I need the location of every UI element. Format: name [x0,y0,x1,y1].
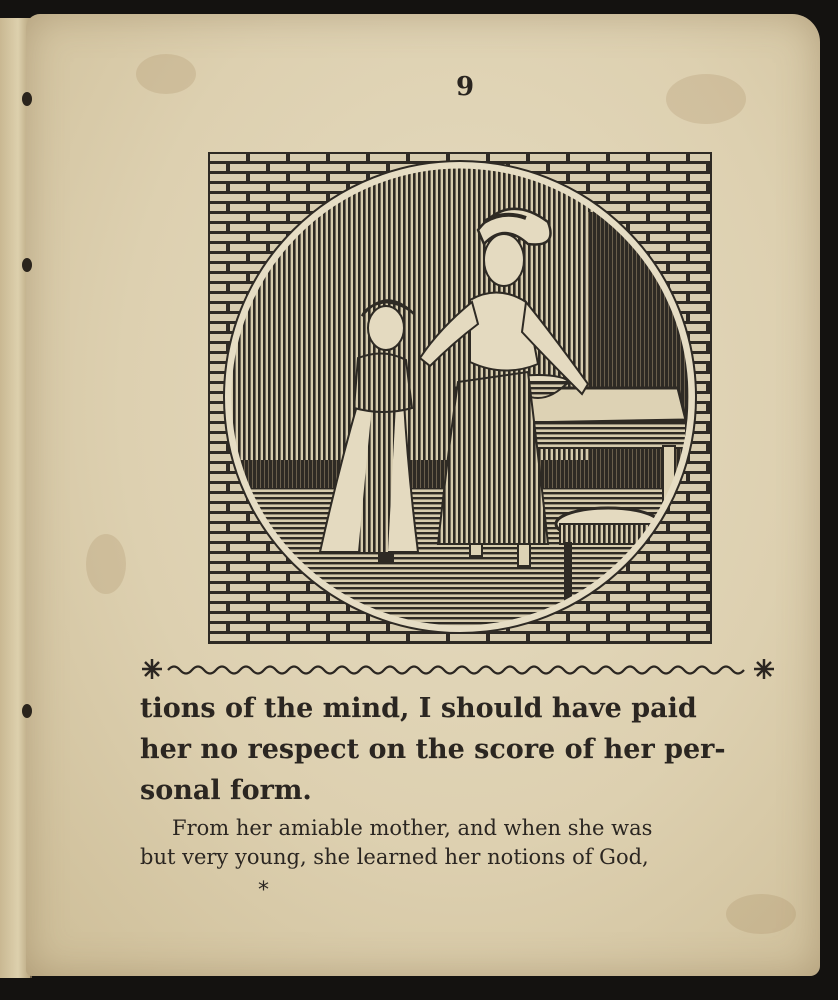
paper-stain [726,894,796,934]
text-line: sonal form. [140,775,312,806]
star-ornament-left [142,659,162,679]
paragraph-continued [140,688,780,811]
page-number: 9 [455,72,475,102]
star-ornament-right [754,659,774,679]
wavy-line [168,667,744,674]
paper-stain [666,74,746,124]
signature-mark: * [258,878,269,903]
paper-stain [136,54,196,94]
binding-hole [22,92,32,106]
paragraph-new [140,814,780,872]
binding-hole [22,258,32,272]
text-line: From her amiable mother, and when she was [172,816,653,840]
woodcut-illustration [208,152,712,644]
ornamental-rule [140,656,778,682]
binding-hole [22,704,32,718]
paper-stain [86,534,126,594]
text-line: tions of the mind, I should have paid [140,693,697,724]
text-line: her no respect on the score of her per- [140,734,726,765]
text-line: but very young, she learned her notions of God, [140,845,649,869]
